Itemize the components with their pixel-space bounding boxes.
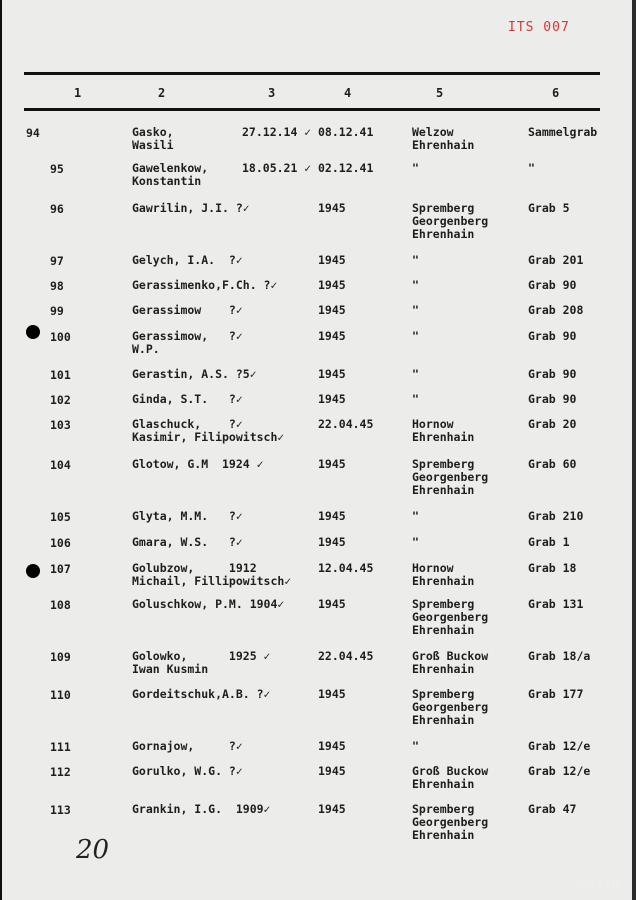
- entry-number: 105: [50, 510, 71, 524]
- grave-location: Grab 131: [528, 597, 584, 611]
- grave-location: Grab 20: [528, 417, 577, 431]
- burial-place: ": [412, 278, 419, 292]
- entry-number: 98: [50, 279, 64, 293]
- grave-location: Grab 90: [528, 367, 577, 381]
- entry-number: 97: [50, 254, 64, 268]
- person-name: Gawrilin, J.I. ?✓: [132, 201, 250, 215]
- document-page: [2, 0, 632, 900]
- entry-number: 109: [50, 650, 71, 664]
- entry-number: 104: [50, 458, 71, 472]
- burial-place: Spremberg Georgenberg Ehrenhain: [412, 802, 489, 842]
- burial-place: Hornow Ehrenhain: [412, 561, 475, 588]
- death-date: 1945: [318, 764, 346, 778]
- grave-location: Grab 208: [528, 303, 584, 317]
- death-date: 1945: [318, 392, 346, 406]
- burial-place: ": [412, 161, 419, 175]
- person-name: Ginda, S.T. ?✓: [132, 392, 243, 406]
- grave-location: Grab 90: [528, 392, 577, 406]
- death-date: 02.12.41: [318, 161, 374, 175]
- death-date: 1945: [318, 253, 346, 267]
- entry-number: 94: [26, 126, 40, 140]
- death-date: 1945: [318, 303, 346, 317]
- person-name: Gerassimow, ?✓ W.P.: [132, 329, 243, 356]
- entry-number: 99: [50, 304, 64, 318]
- burial-place: ": [412, 392, 419, 406]
- burial-place: Welzow Ehrenhain: [412, 125, 475, 152]
- entry-number: 103: [50, 418, 71, 432]
- death-date: 22.04.45: [318, 417, 374, 431]
- birth-date: 18.05.21 ✓: [242, 161, 312, 175]
- death-date: 1945: [318, 457, 346, 471]
- handwritten-page-number: 20: [76, 835, 110, 865]
- person-name: Goluschkow, P.M. 1904✓: [132, 597, 285, 611]
- death-date: 12.04.45: [318, 561, 374, 575]
- death-date: 1945: [318, 367, 346, 381]
- grave-location: Grab 47: [528, 802, 577, 816]
- entry-number: 96: [50, 202, 64, 216]
- person-name: Gerastin, A.S. ?5✓: [132, 367, 257, 381]
- person-name: Glaschuck, ?✓ Kasimir, Filipowitsch✓: [132, 417, 285, 444]
- death-date: 1945: [318, 597, 346, 611]
- entry-number: 113: [50, 803, 71, 817]
- header-rule: [24, 108, 600, 111]
- entry-number: 110: [50, 688, 71, 702]
- burial-place: Spremberg Georgenberg Ehrenhain: [412, 457, 489, 497]
- grave-location: ": [528, 161, 535, 175]
- col-header-5: 5: [436, 86, 444, 100]
- burial-place: ": [412, 329, 419, 343]
- grave-location: Grab 210: [528, 509, 584, 523]
- person-name: Gerassimenko,F.Ch. ?✓: [132, 278, 278, 292]
- grave-location: Grab 12/e: [528, 764, 591, 778]
- entry-number: 102: [50, 393, 71, 407]
- death-date: 1945: [318, 509, 346, 523]
- entry-number: 106: [50, 536, 71, 550]
- person-name: Gerassimow ?✓: [132, 303, 243, 317]
- entry-number: 111: [50, 740, 71, 754]
- burial-place: ": [412, 509, 419, 523]
- grave-location: Grab 1: [528, 535, 570, 549]
- punch-hole: [26, 325, 40, 339]
- burial-place: Spremberg Georgenberg Ehrenhain: [412, 687, 489, 727]
- entry-number: 107: [50, 562, 71, 576]
- death-date: 1945: [318, 687, 346, 701]
- top-rule: [24, 72, 600, 75]
- death-date: 1945: [318, 739, 346, 753]
- person-name: Gornajow, ?✓: [132, 739, 243, 753]
- person-name: Gmara, W.S. ?✓: [132, 535, 243, 549]
- burial-place: ": [412, 535, 419, 549]
- death-date: 1945: [318, 201, 346, 215]
- col-header-6: 6: [552, 86, 560, 100]
- person-name: Golubzow, 1912 Michail, Fillipowitsch✓: [132, 561, 292, 588]
- person-name: Gorulko, W.G. ?✓: [132, 764, 243, 778]
- burial-place: Groß Buckow Ehrenhain: [412, 649, 489, 676]
- grave-location: Grab 18: [528, 561, 577, 575]
- person-name: Grankin, I.G. 1909✓: [132, 802, 271, 816]
- burial-place: Spremberg Georgenberg Ehrenhain: [412, 597, 489, 637]
- person-name: Gelych, I.A. ?✓: [132, 253, 243, 267]
- grave-location: Grab 90: [528, 278, 577, 292]
- grave-location: Grab 90: [528, 329, 577, 343]
- death-date: 1945: [318, 802, 346, 816]
- entry-number: 108: [50, 598, 71, 612]
- col-header-1: 1: [74, 86, 82, 100]
- burial-place: Hornow Ehrenhain: [412, 417, 475, 444]
- entry-number: 112: [50, 765, 71, 779]
- death-date: 1945: [318, 535, 346, 549]
- death-date: 1945: [318, 329, 346, 343]
- grave-location: Grab 177: [528, 687, 584, 701]
- grave-location: Grab 12/e: [528, 739, 591, 753]
- grave-location: Grab 201: [528, 253, 584, 267]
- death-date: 22.04.45: [318, 649, 374, 663]
- burial-place: ": [412, 303, 419, 317]
- grave-location: Grab 60: [528, 457, 577, 471]
- archive-stamp: ITS 007: [508, 20, 570, 35]
- person-name: Gawelenkow, Konstantin: [132, 161, 209, 188]
- grave-location: Grab 18/a: [528, 649, 591, 663]
- death-date: 08.12.41: [318, 125, 374, 139]
- grave-location: Grab 5: [528, 201, 570, 215]
- entry-number: 95: [50, 162, 64, 176]
- burial-place: Groß Buckow Ehrenhain: [412, 764, 489, 791]
- entry-number: 101: [50, 368, 71, 382]
- col-header-2: 2: [158, 86, 166, 100]
- watermark: sgvavia: [576, 877, 622, 890]
- burial-place: ": [412, 739, 419, 753]
- punch-hole: [26, 564, 40, 578]
- burial-place: Spremberg Georgenberg Ehrenhain: [412, 201, 489, 241]
- col-header-3: 3: [268, 86, 276, 100]
- grave-location: Sammelgrab: [528, 125, 598, 139]
- burial-place: ": [412, 367, 419, 381]
- person-name: Glyta, M.M. ?✓: [132, 509, 243, 523]
- burial-place: ": [412, 253, 419, 267]
- birth-date: 27.12.14 ✓: [242, 125, 312, 139]
- col-header-4: 4: [344, 86, 352, 100]
- death-date: 1945: [318, 278, 346, 292]
- person-name: Gordeitschuk,A.B. ?✓: [132, 687, 271, 701]
- person-name: Gasko, Wasili: [132, 125, 174, 152]
- person-name: Glotow, G.M 1924 ✓: [132, 457, 264, 471]
- person-name: Golowko, 1925 ✓ Iwan Kusmin: [132, 649, 271, 676]
- entry-number: 100: [50, 330, 71, 344]
